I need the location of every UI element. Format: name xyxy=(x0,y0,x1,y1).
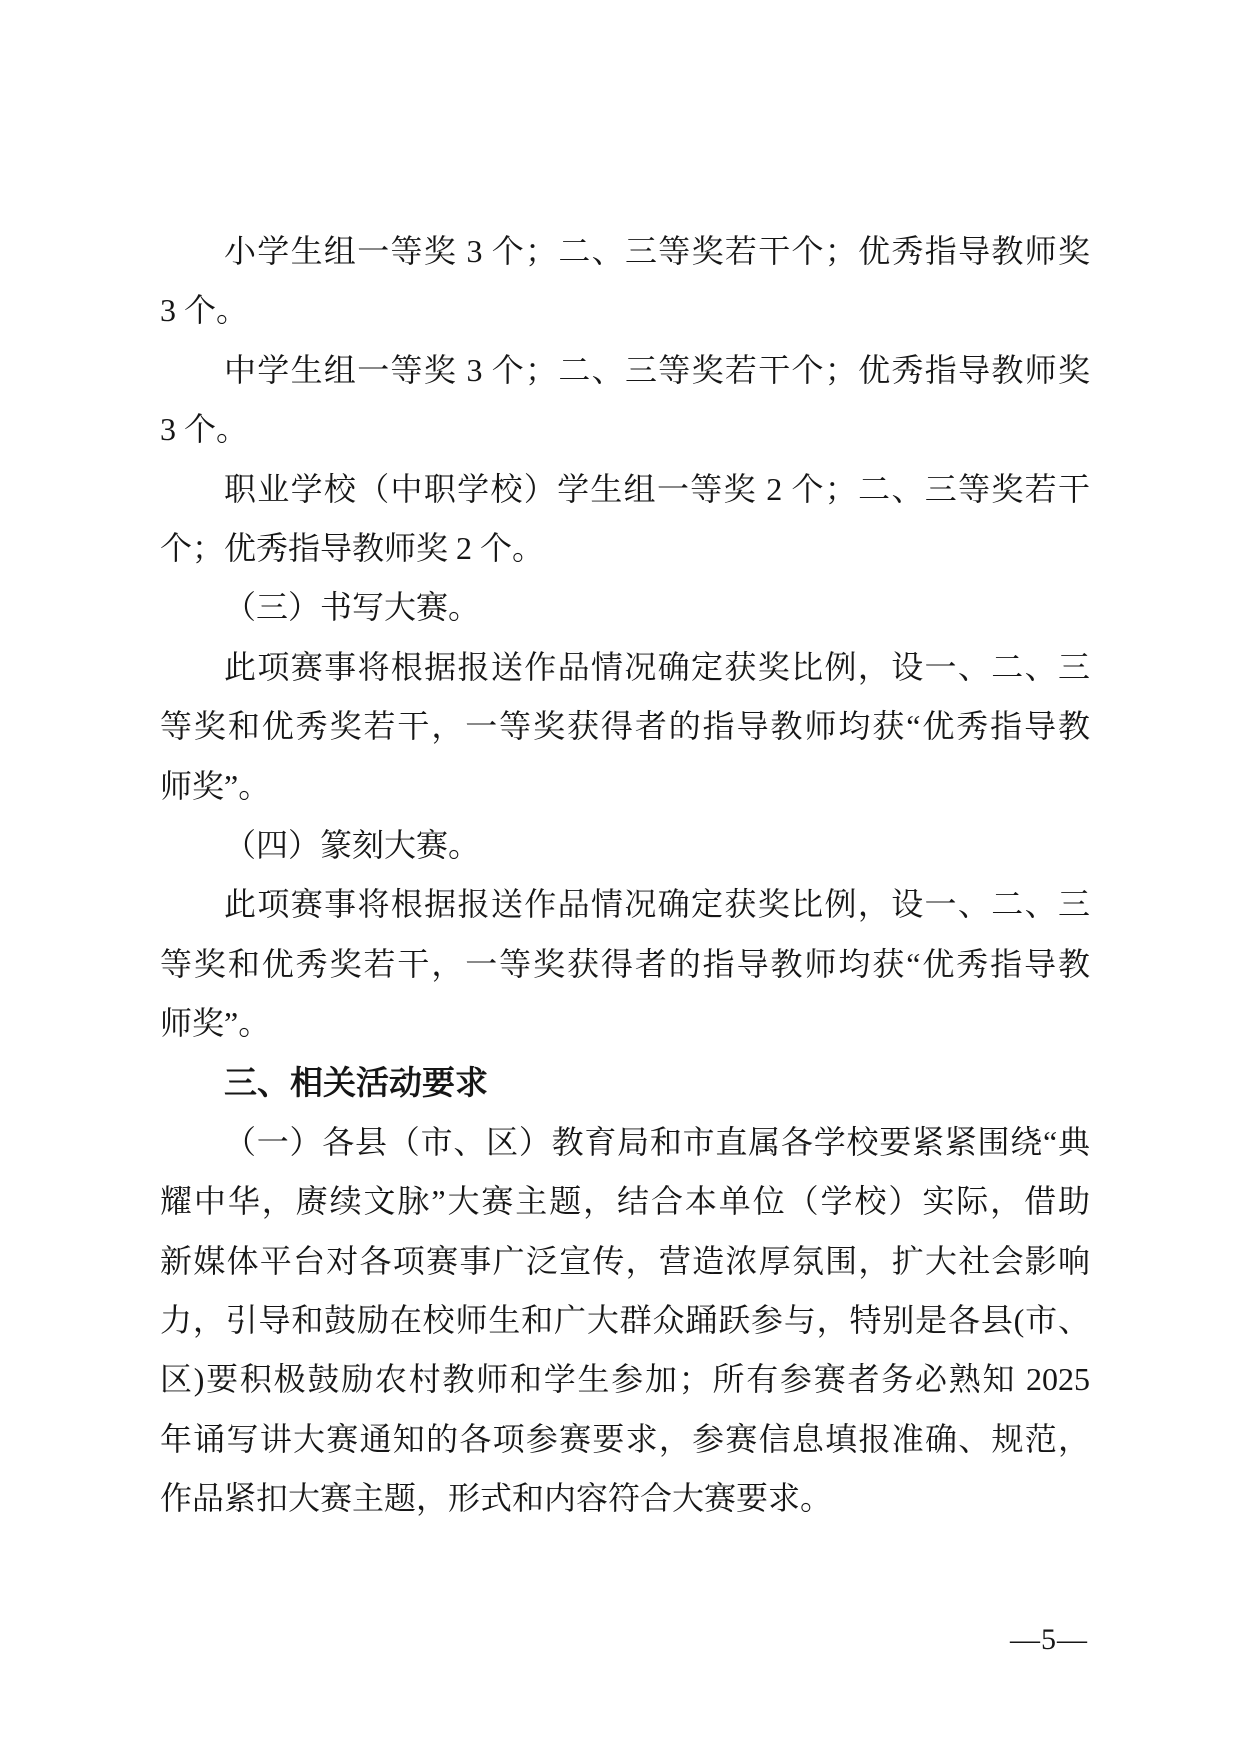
document-line: 师奖”。 xyxy=(160,1005,271,1042)
document-line: （四）篆刻大赛。 xyxy=(224,826,481,863)
document-line: 3 个。 xyxy=(160,292,249,329)
page-number: —5— xyxy=(1010,1623,1088,1656)
document-line: 年诵写讲大赛通知的各项参赛要求，参赛信息填报准确、规范， xyxy=(160,1420,1090,1457)
document-line: 新媒体平台对各项赛事广泛宣传，营造浓厚氛围，扩大社会影响 xyxy=(160,1242,1090,1279)
document-line: 小学生组一等奖 3 个；二、三等奖若干个；优秀指导教师奖 xyxy=(224,233,1090,269)
document-line: 此项赛事将根据报送作品情况确定获奖比例，设一、二、三 xyxy=(224,886,1090,923)
section-heading: 三、相关活动要求 xyxy=(224,1064,488,1102)
document-line: 个；优秀指导教师奖 2 个。 xyxy=(160,529,545,566)
document-line: 耀中华，赓续文脉”大赛主题，结合本单位（学校）实际，借助 xyxy=(160,1183,1090,1220)
document-body xyxy=(160,222,1090,1529)
document-line: 力，引导和鼓励在校师生和广大群众踊跃参与，特别是各县(市、 xyxy=(160,1302,1090,1339)
document-line: 中学生组一等奖 3 个；二、三等奖若干个；优秀指导教师奖 xyxy=(224,351,1090,388)
document-line: 职业学校（中职学校）学生组一等奖 2 个；二、三等奖若干 xyxy=(224,470,1090,507)
document-line: 此项赛事将根据报送作品情况确定获奖比例，设一、二、三 xyxy=(224,648,1090,685)
document-line: 作品紧扣大赛主题，形式和内容符合大赛要求。 xyxy=(160,1480,833,1517)
document-line: 等奖和优秀奖若干，一等奖获得者的指导教师均获“优秀指导教 xyxy=(160,945,1090,982)
document-line: 等奖和优秀奖若干，一等奖获得者的指导教师均获“优秀指导教 xyxy=(160,708,1090,745)
document-line: 3 个。 xyxy=(160,411,249,448)
document-line: 区)要积极鼓励农村教师和学生参加；所有参赛者务必熟知 2025 xyxy=(160,1361,1090,1398)
document-line: 师奖”。 xyxy=(160,767,271,804)
document-line: （一）各县（市、区）教育局和市直属各学校要紧紧围绕“典 xyxy=(224,1123,1090,1160)
document-line: （三）书写大赛。 xyxy=(224,589,481,626)
